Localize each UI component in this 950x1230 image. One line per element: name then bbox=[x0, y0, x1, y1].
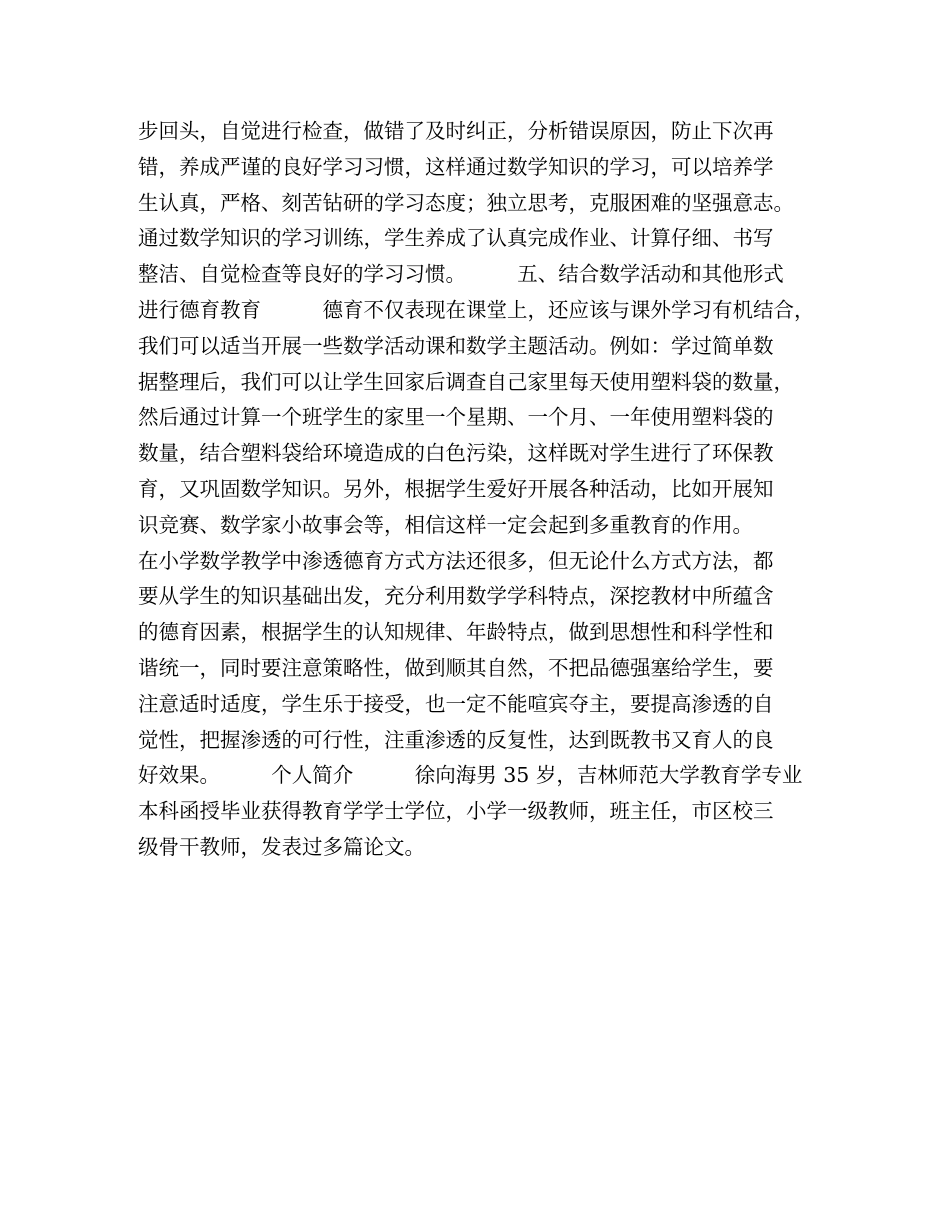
text-line: 识竞赛、数学家小故事会等，相信这样一定会起到多重教育的作用。 bbox=[138, 512, 753, 537]
text-line: 要从学生的知识基础出发，充分利用数学学科特点，深挖教材中所蕴含 bbox=[138, 584, 774, 609]
text-line: 觉性，把握渗透的可行性，注重渗透的反复性，达到既教书又育人的良 bbox=[138, 727, 774, 752]
text-line: 步回头，自觉进行检查，做错了及时纠正，分析错误原因，防止下次再 bbox=[138, 119, 774, 143]
text-line: 然后通过计算一个班学生的家里一个星期、一个月、一年使用塑料袋的 bbox=[138, 405, 774, 430]
text-line: 本科函授毕业获得教育学学士学位，小学一级教师，班主任，市区校三 bbox=[138, 799, 774, 824]
text-line: 我们可以适当开展一些数学活动课和数学主题活动。例如：学过简单数 bbox=[138, 333, 774, 358]
text-line: 注意适时适度，学生乐于接受，也一定不能喧宾夺主，要提高渗透的自 bbox=[138, 691, 774, 716]
text-line: 在小学数学教学中渗透德育方式方法还很多，但无论什么方式方法，都 bbox=[138, 548, 774, 573]
text-line: 数量，结合塑料袋给环境造成的白色污染，这样既对学生进行了环保教 bbox=[138, 441, 774, 466]
text-line: 进行德育教育 德育不仅表现在课堂上，还应该与课外学习有机结合， bbox=[138, 297, 815, 322]
text-line: 通过数学知识的学习训练，学生养成了认真完成作业、计算仔细、书写 bbox=[138, 226, 774, 251]
text-line: 据整理后，我们可以让学生回家后调查自己家里每天使用塑料袋的数量， bbox=[138, 369, 794, 394]
text-line: 整洁、自觉检查等良好的学习习惯。 五、结合数学活动和其他形式 bbox=[138, 262, 784, 287]
text-line: 育，又巩固数学知识。另外，根据学生爱好开展各种活动，比如开展知 bbox=[138, 476, 774, 501]
text-line: 谐统一，同时要注意策略性，做到顺其自然，不把品德强塞给学生，要 bbox=[138, 655, 774, 680]
document-body bbox=[138, 114, 828, 866]
text-line: 级骨干教师，发表过多篇论文。 bbox=[138, 834, 425, 859]
text-line: 好效果。 个人简介 徐向海男 35 岁，吉林师范大学教育学专业 bbox=[138, 763, 803, 788]
text-line: 错，养成严谨的良好学习习惯，这样通过数学知识的学习，可以培养学 bbox=[138, 154, 774, 179]
text-line: 生认真，严格、刻苦钻研的学习态度；独立思考，克服困难的坚强意志。 bbox=[138, 190, 794, 215]
text-line: 的德育因素，根据学生的认知规律、年龄特点，做到思想性和科学性和 bbox=[138, 620, 774, 645]
